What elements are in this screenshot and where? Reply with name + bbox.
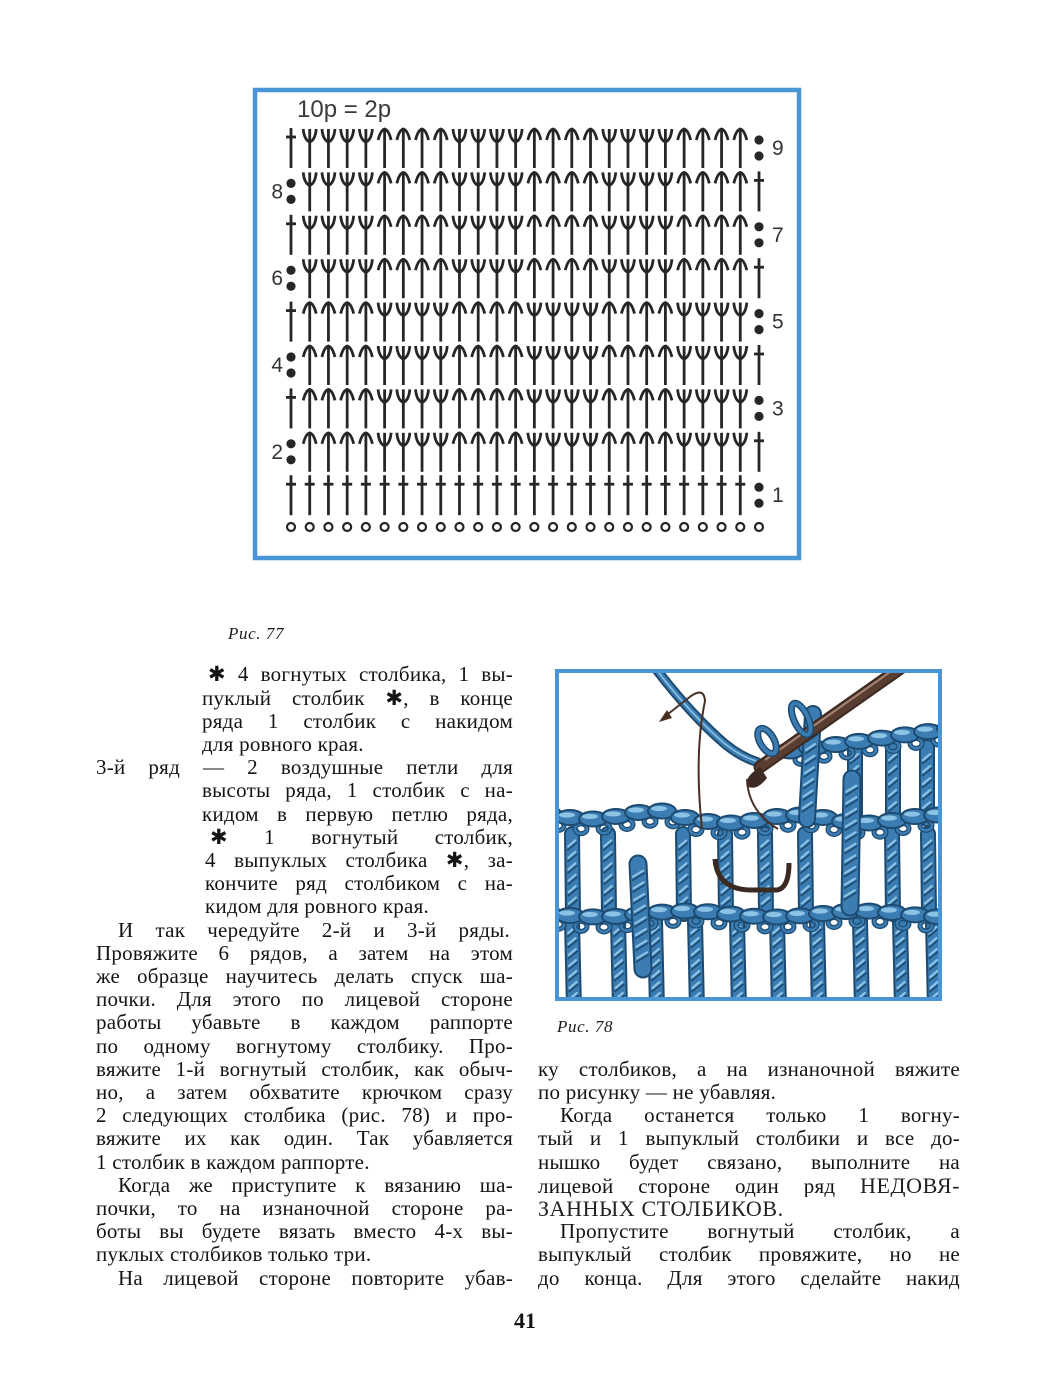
row-number-label: 2 [271, 440, 283, 464]
text-line: 4 выпуклых столбика ✱, за- [205, 849, 513, 872]
text-line: же образце научитесь делать спуск ша- [96, 965, 513, 988]
chain-stitch-icon [306, 523, 314, 531]
text-line [538, 1267, 960, 1290]
chain-stitch-icon [512, 523, 520, 531]
chain-stitch-icon [381, 523, 389, 531]
row-number-label: 4 [271, 354, 283, 377]
text-line: высоты ряда, 1 столбик с на- [202, 779, 513, 803]
post-stitch [923, 834, 934, 914]
text-span: тый и 1 выпуклый столбики и все до- [538, 1127, 960, 1151]
chain-stitch-icon [643, 523, 651, 531]
text-line: ✱ 4 вогнутых столбика, 1 вы- [208, 663, 513, 687]
post-stitch [720, 834, 731, 914]
text-line: На лицевой стороне повторите убав- [118, 1266, 513, 1290]
chain-stitch-icon [343, 523, 351, 531]
text-line: 2 следующих столбика (рис. 78) и про- [96, 1104, 513, 1128]
text-line: Когда же приступите к вязанию ша- [118, 1173, 513, 1197]
chain-stitch-icon [568, 523, 576, 531]
text-line [538, 1243, 960, 1266]
chain-stitch-icon [718, 523, 726, 531]
figure-77-stitch-diagram [0, 0, 1052, 600]
row-number-label: 8 [271, 180, 283, 204]
text-line [560, 1220, 960, 1243]
post-stitch [678, 834, 689, 914]
diagram-frame [255, 90, 799, 558]
figure-77-caption: Рис. 77 [228, 624, 285, 643]
page-number: 41 [514, 1308, 536, 1333]
text-line [538, 1174, 960, 1197]
post-stitch [772, 921, 784, 1001]
text-line [538, 1058, 960, 1081]
text-span: Когда останется только 1 вогну- [560, 1104, 960, 1128]
post-stitch [887, 834, 898, 914]
text-line [560, 1104, 960, 1127]
post-stitch [800, 834, 811, 914]
chain-stitch-icon [699, 523, 707, 531]
post-stitch [895, 921, 907, 1001]
chain-stitch-icon [624, 523, 632, 531]
text-span: выпуклый столбик провяжите, но не [538, 1243, 960, 1267]
post-stitch [613, 921, 625, 1001]
text-line: 1 столбик в каждом раппорте. [96, 1150, 370, 1174]
row-number-label: 9 [772, 137, 784, 160]
text-line [538, 1197, 960, 1220]
text-line: боты вы будете вязать вместо 4-х вы- [96, 1220, 513, 1244]
row-number-label: 3 [772, 397, 784, 421]
chain-stitch-icon [549, 523, 557, 531]
post-stitch [567, 834, 578, 914]
text-span: до конца. Для этого сделайте накид [538, 1266, 960, 1290]
post-stitch [690, 921, 702, 1001]
chain-stitch-icon [755, 523, 763, 531]
post-stitch [732, 921, 744, 1001]
text-span: нышко будет связано, выполните на [538, 1150, 960, 1174]
chain-stitch-icon [418, 523, 426, 531]
text-span: ку столбиков, а на изнаночной вяжите [538, 1057, 960, 1081]
chain-stitch-icon [362, 523, 370, 531]
text-line: почки, то на изнаночной стороне ра- [96, 1197, 513, 1220]
text-line: вяжите 1-й вогнутый столбик, как обыч- [96, 1057, 513, 1081]
chain-stitch-icon [287, 523, 295, 531]
text-line: работы убавьте в каждом раппорте [96, 1011, 513, 1035]
text-line: кидом в первую петлю ряда, [202, 802, 513, 826]
text-line: ряда 1 столбик с накидом [202, 709, 513, 733]
post-stitch [760, 834, 771, 914]
chain-stitch-icon [530, 523, 538, 531]
chain-stitch-icon [680, 523, 688, 531]
text-line: И так чередуйте 2-й и 3-й ряды. [118, 918, 510, 942]
text-line: пуклых столбиков только три. [96, 1243, 372, 1267]
text-line: кидом для ровного края. [205, 895, 430, 919]
post-stitch [888, 747, 898, 819]
row-number-label: 7 [772, 223, 784, 247]
chain-stitch-icon [661, 523, 669, 531]
text-line: Провяжите 6 рядов, а затем на этом [96, 941, 513, 965]
text-line: но, а затем обхватите крючком сразу [96, 1081, 513, 1104]
row-number-label: 5 [772, 310, 784, 334]
chain-stitch-icon [605, 523, 613, 531]
text-line: кончите ряд столбиком с на- [205, 872, 513, 896]
figure-78-illustration [555, 669, 942, 1001]
chain-stitch-icon [587, 523, 595, 531]
text-line: по одному вогнутому столбику. Про- [96, 1034, 513, 1058]
post-stitch [603, 834, 614, 914]
text-line: почки. Для этого по лицевой стороне [96, 988, 513, 1012]
post-stitch [632, 864, 649, 969]
text-span: лицевой стороне один ряд [538, 1173, 836, 1197]
post-stitch [844, 779, 859, 907]
row-number-label: 1 [772, 484, 784, 508]
chain-stitch-icon [493, 523, 501, 531]
figure-78-caption: Рис. 78 [557, 1017, 614, 1036]
chain-stitch-icon [736, 523, 744, 531]
post-stitch [812, 921, 824, 1001]
chain-stitch-icon [437, 523, 445, 531]
post-stitch [855, 921, 867, 1001]
chain-stitch-icon [455, 523, 463, 531]
chain-stitch-icon [474, 523, 482, 531]
text-line: вяжите их как один. Так убавляется [96, 1127, 513, 1151]
text-line [538, 1081, 960, 1104]
row-number-label: 6 [271, 267, 283, 291]
diagram-repeat-label: 10р = 2р [297, 96, 392, 123]
text-line: ✱ 1 вогнутый столбик, [210, 825, 513, 849]
text-line [538, 1127, 960, 1150]
text-span: Пропустите вогнутый столбик, а [560, 1220, 960, 1244]
text-line [538, 1151, 960, 1174]
text-line: 3-й ряд — 2 воздушные петли для [96, 756, 513, 780]
chain-stitch-icon [399, 523, 407, 531]
emphasis-caps: ЗАННЫХ СТОЛБИКОВ. [538, 1197, 784, 1221]
text-span: по рисунку — не убавляя. [538, 1081, 777, 1104]
chain-stitch-icon [324, 523, 332, 531]
emphasis-caps: НЕДОВЯ- [860, 1173, 960, 1197]
text-line: пуклый столбик ✱, в конце [202, 686, 513, 710]
text-line: для ровного края. [202, 733, 364, 756]
